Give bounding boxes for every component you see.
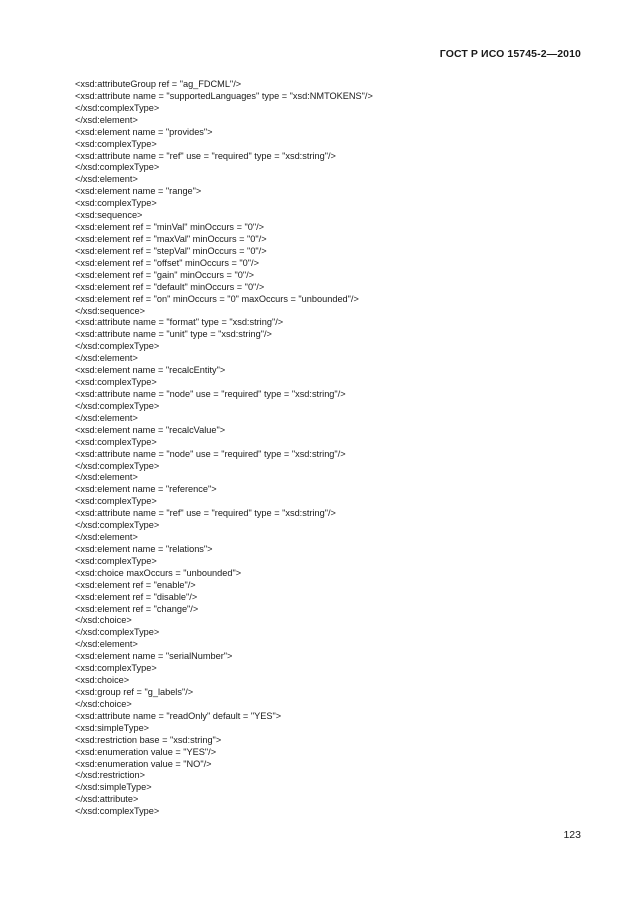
code-line: <xsd:element name = "range"> [75, 186, 202, 197]
code-line: </xsd:complexType> [75, 520, 160, 531]
code-line: </xsd:complexType> [75, 806, 160, 817]
code-line: </xsd:choice> [75, 615, 132, 626]
code-line: </xsd:complexType> [75, 162, 160, 173]
code-line: <xsd:choice maxOccurs = "unbounded"> [75, 567, 242, 578]
code-line: </xsd:complexType> [75, 400, 160, 411]
code-line: <xsd:element ref = "disable"/> [75, 591, 198, 602]
code-line: <xsd:sequence> [75, 210, 143, 221]
code-line: </xsd:element> [75, 353, 138, 364]
code-line: <xsd:element name = "recalcEntity"> [75, 365, 226, 376]
code-line: <xsd:attribute name = "supportedLanguages" type = "xsd:NMTOKENS"/> [75, 90, 373, 101]
code-line: </xsd:complexType> [75, 102, 160, 113]
code-line: <xsd:simpleType> [75, 722, 150, 733]
code-line: <xsd:choice> [75, 675, 130, 686]
code-line: </xsd:element> [75, 412, 138, 423]
code-line: <xsd:attribute name = "readOnly" default = "YES"> [75, 710, 282, 721]
code-line: </xsd:element> [75, 114, 138, 125]
page-number: 123 [563, 829, 581, 841]
code-line: <xsd:attribute name = "unit" type = "xsd:string"/> [75, 329, 272, 340]
code-line: </xsd:element> [75, 639, 138, 650]
code-line: <xsd:attribute name = "ref" use = "required" type = "xsd:string"/> [75, 150, 336, 161]
code-line: <xsd:restriction base = "xsd:string"> [75, 734, 222, 745]
code-line: </xsd:element> [75, 532, 138, 543]
standard-header: ГОСТ Р ИСО 15745-2—2010 [439, 48, 581, 60]
code-line: </xsd:choice> [75, 698, 132, 709]
code-line: <xsd:element ref = "minVal" minOccurs = "0"/> [75, 222, 265, 233]
code-line: <xsd:element ref = "gain" minOccurs = "0"/> [75, 269, 255, 280]
code-line: <xsd:element ref = "default" minOccurs = "0"/> [75, 281, 265, 292]
code-line: <xsd:enumeration value = "NO"/> [75, 758, 212, 769]
code-line: <xsd:complexType> [75, 663, 157, 674]
code-line: <xsd:group ref = "g_labels"/> [75, 687, 194, 698]
code-line: <xsd:element ref = "change"/> [75, 603, 199, 614]
code-line: <xsd:complexType> [75, 496, 157, 507]
code-line: <xsd:element name = "provides"> [75, 126, 213, 137]
code-line: </xsd:element> [75, 472, 138, 483]
code-line: <xsd:element name = "reference"> [75, 484, 217, 495]
code-line: </xsd:attribute> [75, 794, 139, 805]
code-line: </xsd:element> [75, 174, 138, 185]
code-line: </xsd:complexType> [75, 627, 160, 638]
code-line: </xsd:simpleType> [75, 782, 152, 793]
code-line: <xsd:complexType> [75, 138, 157, 149]
code-line: <xsd:element ref = "on" minOccurs = "0" maxOccurs = "unbounded"/> [75, 293, 359, 304]
xsd-code-listing [75, 79, 373, 818]
code-line: <xsd:complexType> [75, 377, 157, 388]
code-line: <xsd:element ref = "offset" minOccurs = "0"/> [75, 257, 259, 268]
code-line: <xsd:complexType> [75, 555, 157, 566]
code-line: <xsd:complexType> [75, 198, 157, 209]
code-line: <xsd:attributeGroup ref = "ag_FDCML"/> [75, 79, 242, 89]
code-line: <xsd:element name = "relations"> [75, 543, 213, 554]
code-line: </xsd:sequence> [75, 305, 145, 316]
code-line: <xsd:complexType> [75, 436, 157, 447]
code-line: <xsd:attribute name = "ref" use = "required" type = "xsd:string"/> [75, 508, 336, 519]
code-line: <xsd:attribute name = "format" type = "xsd:string"/> [75, 317, 284, 328]
code-line: <xsd:element name = "recalcValue"> [75, 424, 226, 435]
code-line: <xsd:attribute name = "node" use = "required" type = "xsd:string"/> [75, 388, 346, 399]
code-line: <xsd:element name = "serialNumber"> [75, 651, 233, 662]
code-line: <xsd:element ref = "enable"/> [75, 579, 196, 590]
code-line: <xsd:attribute name = "node" use = "required" type = "xsd:string"/> [75, 448, 346, 459]
code-line: </xsd:complexType> [75, 341, 160, 352]
code-line: <xsd:element ref = "maxVal" minOccurs = "0"/> [75, 233, 267, 244]
code-line: <xsd:enumeration value = "YES"/> [75, 746, 217, 757]
code-line: </xsd:restriction> [75, 770, 145, 781]
code-line: <xsd:element ref = "stepVal" minOccurs = "0"/> [75, 245, 267, 256]
code-line: </xsd:complexType> [75, 460, 160, 471]
